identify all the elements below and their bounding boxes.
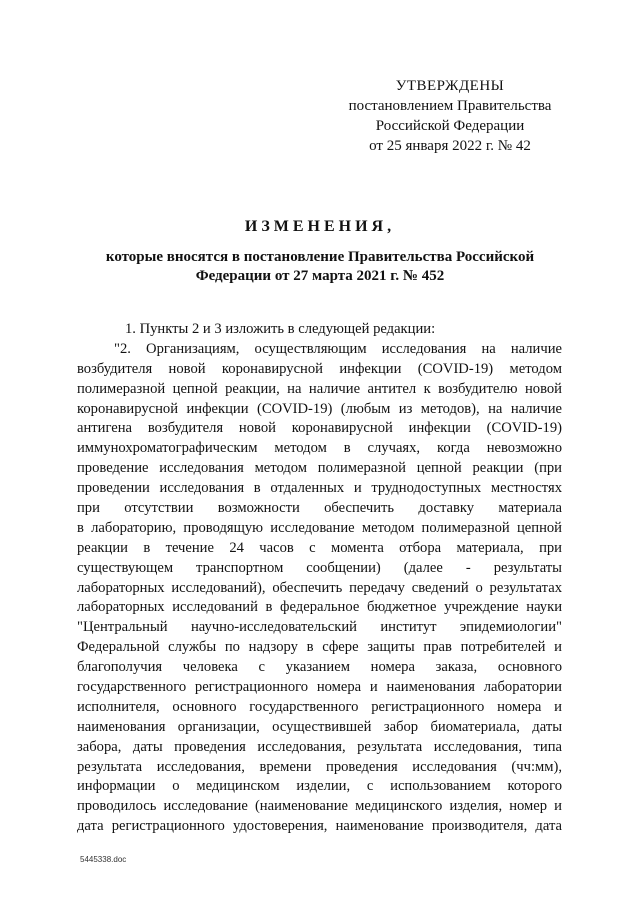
body-line: благополучия человека с указанием номера заказа, основного [77, 659, 562, 676]
body-line: при отсутствии возможности обеспечить доставку материала [77, 500, 562, 517]
body-line: в лабораторию, проводящую исследование методом полимеразной цепной [77, 519, 562, 536]
body-line: полимеразной цепной реакции, на наличие антител к возбудителю новой [77, 380, 562, 397]
document-subtitle [100, 248, 540, 286]
body-line: 1. Пункты 2 и 3 изложить в следующей редакции: [125, 321, 436, 337]
body-line: информации о медицинском изделии, с использованием которого [77, 778, 562, 795]
approval-line: Российской Федерации [375, 118, 525, 134]
body-line: реакции в течение 24 часов с момента отбора материала, при [77, 539, 562, 556]
body-line: возбудителя новой коронавирусной инфекции (COVID-19) методом [77, 360, 562, 377]
body-line: лабораторных исследований в федеральное бюджетное учреждение науки [77, 599, 562, 616]
subtitle-line: которые вносятся в постановление Правительства Российской [105, 249, 535, 265]
document-title: ИЗМЕНЕНИЯ, [244, 218, 396, 235]
approval-line: постановлением Правительства [348, 98, 552, 114]
body-line: государственного регистрационного номера и наименования лаборатории [77, 679, 562, 696]
body-line: проводилось исследование (наименование медицинского изделия, номер и [77, 798, 562, 815]
body-line: коронавирусной инфекции (COVID-19) (любым из методов), на наличие [77, 400, 562, 417]
footer-filename: 5445338.doc [80, 855, 127, 864]
approval-line: от 25 января 2022 г. № 42 [369, 138, 531, 154]
body-line: иммунохроматографическим методом в случаях, когда невозможно [77, 440, 562, 457]
subtitle-line: Федерации от 27 марта 2021 г. № 452 [195, 268, 445, 284]
body-line: забора, даты проведения исследования, результата исследования, типа [77, 738, 562, 755]
body-line: проведении исследования в отдаленных и труднодоступных местностях [77, 480, 562, 497]
body-line: Федеральной службы по надзору в сфере защиты прав потребителей и [77, 639, 562, 656]
body-line: результата исследования, времени проведения исследования (чч:мм), [77, 758, 562, 775]
body-line: проведение исследования методом полимеразной цепной реакции (при [77, 460, 562, 477]
body-line: "2. Организациям, осуществляющим исследования на наличие [114, 340, 562, 357]
body-line: дата регистрационного удостоверения, наименование производителя, дата [77, 818, 562, 835]
body-text [77, 320, 562, 837]
body-line: исполнителя, основного государственного регистрационного номера и [77, 698, 562, 715]
approval-heading: УТВЕРЖДЕНЫ [395, 78, 505, 94]
body-line: "Центральный научно-исследовательский институт эпидемиологии" [77, 619, 562, 636]
body-line: наименования организации, осуществившей забор биоматериала, даты [77, 718, 562, 735]
body-line: антигена возбудителя новой коронавирусной инфекции (COVID-19) [77, 420, 562, 437]
body-line: существующем транспортном сообщении) (далее - результаты [77, 559, 562, 576]
approval-block [340, 76, 560, 156]
body-line: лабораторных исследований), обеспечить передачу сведений о результатах [77, 579, 562, 596]
